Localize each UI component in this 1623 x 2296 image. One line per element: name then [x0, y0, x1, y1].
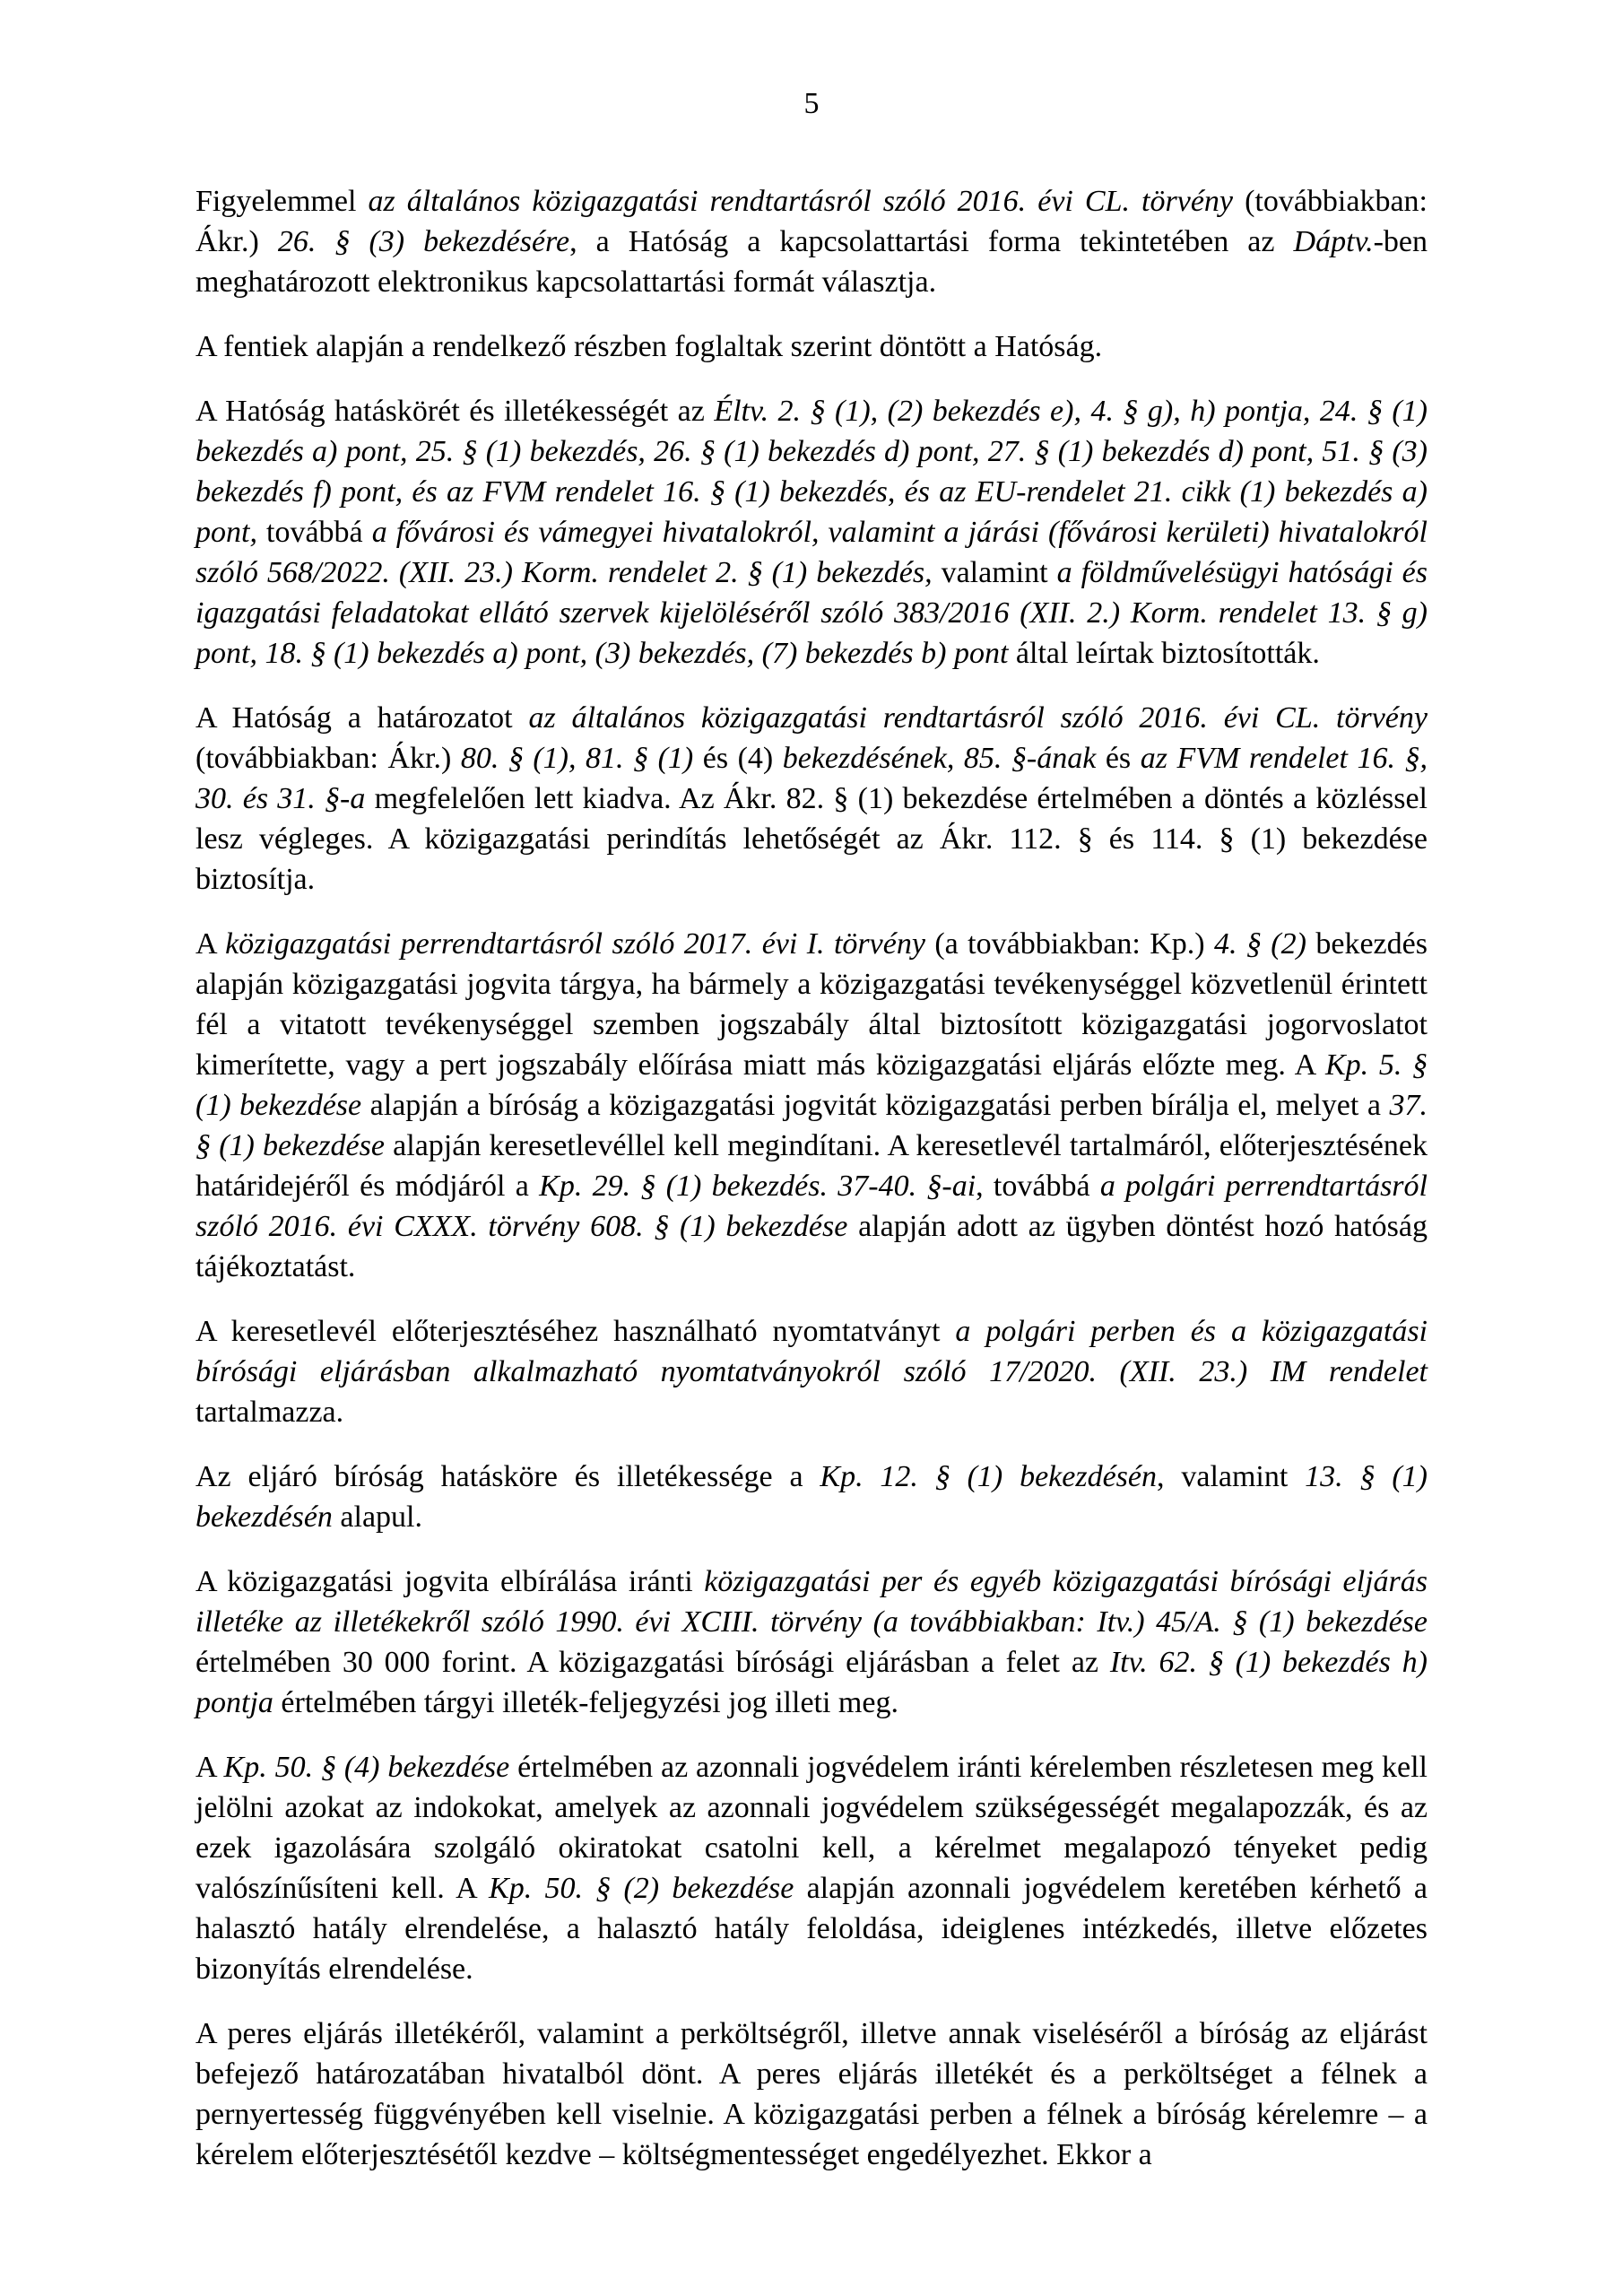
- text-run-italic: az általános közigazgatási rendtartásról szóló 2016. évi CL. törvény: [528, 701, 1428, 735]
- text-run: (továbbiakban: Ákr.): [195, 742, 461, 775]
- text-run: -ben meghatározott elektronikus kapcsolattartási formát választja.: [195, 225, 1428, 299]
- paragraph-immediate-protection: [195, 1747, 1428, 1989]
- paragraph-litigation-costs: [195, 2013, 1428, 2175]
- text-run: A Hatóság a határozatot: [195, 701, 529, 735]
- text-run-italic: az FVM rendelet 16. §, 30. és 31. §-a: [195, 742, 1428, 815]
- text-run: valamint: [941, 556, 1057, 589]
- text-run: alapján adott az ügyben döntést hozó hatóság tájékoztatást.: [195, 1210, 1428, 1283]
- text-run: (a továbbiakban: Kp.): [934, 927, 1214, 961]
- text-run: A keresetlevél előterjesztéséhez használható nyomtatványt: [195, 1315, 956, 1348]
- text-run: , a Hatóság a kapcsolattartási forma tekintetében az: [569, 225, 1294, 258]
- text-run-italic: bekezdésének, 85. §-ának: [782, 742, 1106, 775]
- text-run: és: [1105, 742, 1141, 775]
- text-run: értelmében tárgyi illeték-feljegyzési jog illeti meg.: [281, 1686, 898, 1719]
- text-run-italic: 26. § (3) bekezdésére: [277, 225, 570, 258]
- paragraph-contact-form: [195, 181, 1428, 302]
- text-run-italic: 37. § (1) bekezdése: [195, 1089, 1428, 1162]
- text-run: alapul.: [340, 1500, 422, 1534]
- text-run: A peres eljárás illetékéről, valamint a perköltségről, illetve annak viseléséről a bíróság az eljárást befejező határozatában hivatalból dönt. A peres eljárás illetékét és a perköltséget a félnek a pernyertesség függvényében kell viselnie. A közigazgatási perben a félnek a bíróság kérelemre – a kérelem előterjesztésétől kezdve – költségmentességet engedélyezhet. Ekkor a: [195, 2017, 1428, 2171]
- paragraph-admin-litigation: [195, 924, 1428, 1287]
- text-run: , továbbá: [976, 1170, 1100, 1203]
- text-run: és (4): [702, 742, 783, 775]
- text-run: A: [195, 1751, 224, 1784]
- text-run-italic: Dáptv.: [1293, 225, 1374, 258]
- text-run: A fentiek alapján a rendelkező részben foglaltak szerint döntött a Hatóság.: [195, 330, 1103, 363]
- text-run-italic: az általános közigazgatási rendtartásról szóló 2016. évi CL. törvény: [368, 185, 1245, 218]
- text-run-italic: 13. § (1) bekezdésén: [195, 1460, 1428, 1534]
- paragraph-authority-competence: [195, 391, 1428, 674]
- text-run-italic: közigazgatási per és egyéb közigazgatási bírósági eljárás illetéke az illetékekről szóló 1990. évi XCIII. törvény (a továbbiakban: Itv.) 45/A. § (1) bekezdése: [195, 1565, 1428, 1639]
- text-run: Figyelemmel: [195, 185, 369, 218]
- text-run-italic: Kp. 50. § (4) bekezdése: [223, 1751, 518, 1784]
- text-run: , valamint: [1157, 1460, 1306, 1493]
- paragraph-decision-basis: [195, 326, 1428, 367]
- text-run: értelmében az azonnali jogvédelem iránti kérelemben részletesen meg kell jelölni azokat az indokokat, amelyek az azonnali jogvédelem szükségességét megalapozzák, és az ezek igazolására szolgáló okiratokat csatolni kell, a kérelmet megalapozó tényeket pedig valószínűsíteni kell. A: [195, 1751, 1428, 1905]
- text-run: alapján azonnali jogvédelem keretében kérhető a halasztó hatály elrendelése, a halasztó hatály feloldása, ideiglenes intézkedés, illetve előzetes bizonyítás elrendelése.: [195, 1872, 1428, 1986]
- text-run: A közigazgatási jogvita elbírálása iránti: [195, 1565, 705, 1598]
- text-run-italic: 80. § (1), 81. § (1): [460, 742, 703, 775]
- page-number: 5: [803, 87, 820, 120]
- text-run: A: [195, 927, 226, 961]
- text-run-italic: közigazgatási perrendtartásról szóló 2017. évi I. törvény: [225, 927, 935, 961]
- text-run-italic: Itv. 62. § (1) bekezdés h) pontja: [195, 1646, 1428, 1719]
- text-run-italic: a polgári perben és a közigazgatási bírósági eljárásban alkalmazható nyomtatványokról szóló 17/2020. (XII. 23.) IM rendelet: [195, 1315, 1428, 1388]
- text-run-italic: a fővárosi és vámegyei hivatalokról, valamint a járási (fővárosi kerületi) hivatalokról szóló 568/2022. (XII. 23.) Korm. rendelet 2. § (1) bekezdés,: [195, 516, 1428, 589]
- text-run-italic: Kp. 29. § (1) bekezdés. 37-40. §-ai: [539, 1170, 976, 1203]
- text-run: bekezdés alapján közigazgatási jogvita tárgya, ha bármely a közigazgatási tevékenységgel közvetlenül érintett fél a vitatott tevékenységgel szemben jogszabály által biztosított közigazgatási jogorvoslatot kimerítette, vagy a pert jogszabály előírása miatt más közigazgatási eljárás előzte meg. A: [195, 927, 1428, 1082]
- text-run-italic: Kp. 5. § (1) bekezdése: [195, 1048, 1428, 1122]
- document-body: [195, 181, 1428, 2175]
- text-run-italic: Kp. 50. § (2) bekezdése: [489, 1872, 807, 1905]
- text-run: megfelelően lett kiadva. Az Ákr. 82. § (1) bekezdése értelmében a döntés a közléssel lesz végleges. A közigazgatási perindítás lehetőségét az Ákr. 112. § és 114. § (1) bekezdése biztosítja.: [195, 782, 1428, 896]
- text-run-italic: a polgári perrendtartásról szóló 2016. évi CXXX. törvény 608. § (1) bekezdése: [195, 1170, 1428, 1243]
- paragraph-claim-form: [195, 1311, 1428, 1432]
- text-run: alapján keresetlevéllel kell megindítani. A keresetlevél tartalmáról, előterjesztésének határidejéről és módjáról a: [195, 1129, 1428, 1203]
- text-run: által leírtak biztosították.: [1015, 637, 1320, 670]
- text-run: továbbá: [266, 516, 372, 549]
- paragraph-procedure-fee: [195, 1561, 1428, 1723]
- text-run: értelmében 30 000 forint. A közigazgatási bírósági eljárásban a felet az: [195, 1646, 1110, 1679]
- text-run-italic: 4. § (2): [1213, 927, 1316, 961]
- text-run-italic: Éltv. 2. § (1), (2) bekezdés e), 4. § g), h) pontja, 24. § (1) bekezdés a) pont, 25. § (1) bekezdés, 26. § (1) bekezdés d) pont, 27. § (1) bekezdés d) pont, 51. § (3) bekezdés f) pont, és az FVM rendelet 16. § (1) bekezdés, és az EU-rendelet 21. cikk (1) bekezdés a) pont,: [195, 395, 1428, 549]
- text-run: (továbbiakban: Ákr.): [195, 185, 1428, 258]
- paragraph-decision-issuance: [195, 698, 1428, 900]
- text-run-italic: Kp. 12. § (1) bekezdésén: [820, 1460, 1158, 1493]
- paragraph-court-jurisdiction: [195, 1457, 1428, 1537]
- text-run-italic: a földművelésügyi hatósági és igazgatási feladatokat ellátó szervek kijelöléséről szóló 383/2016 (XII. 2.) Korm. rendelet 13. § g) pont, 18. § (1) bekezdés a) pont, (3) bekezdés, (7) bekezdés b) pont: [195, 556, 1428, 670]
- text-run: tartalmazza.: [195, 1396, 344, 1429]
- text-run: A Hatóság hatáskörét és illetékességét az: [195, 395, 715, 428]
- text-run: Az eljáró bíróság hatásköre és illetékessége a: [195, 1460, 820, 1493]
- text-run: alapján a bíróság a közigazgatási jogvitát közigazgatási perben bírálja el, melyet a: [369, 1089, 1390, 1122]
